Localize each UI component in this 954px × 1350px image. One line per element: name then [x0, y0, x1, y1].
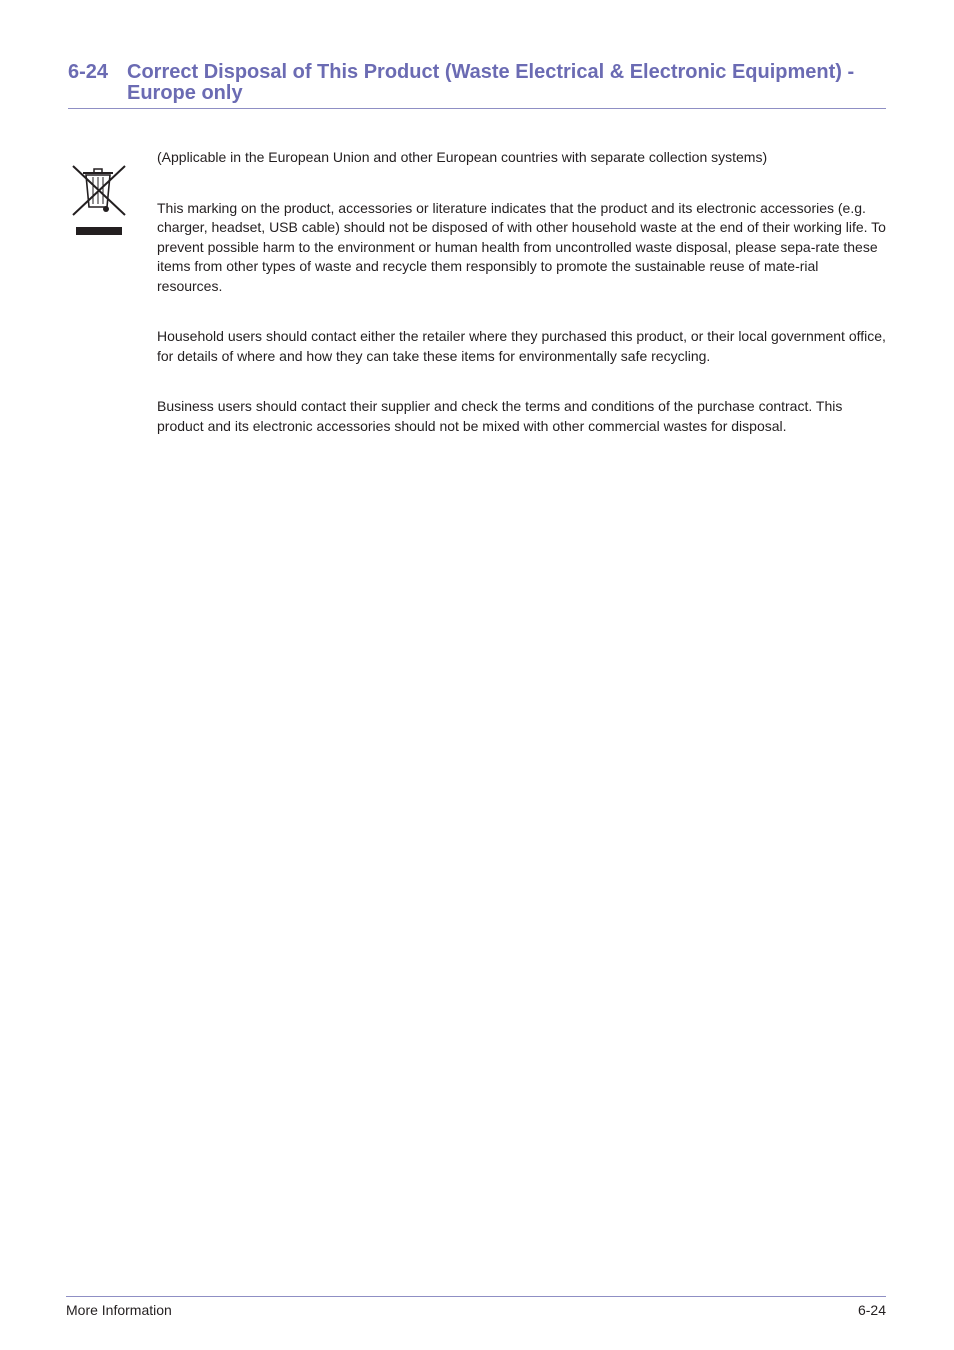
- paragraph-business-users: Business users should contact their supplier and check the terms and conditions of the purchase contract. This product and its electronic accessories should not be mixed with other commercial wastes for disposal.: [157, 398, 843, 434]
- footer-page-number: 6-24: [857, 1302, 886, 1318]
- paragraph-marking: This marking on the product, accessories or literature indicates that the product and its electronic accessories (e.g. charger, headset, USB cable) should not be disposed of with other household waste at the end of their working life. To prevent possible harm to the environment or human health from uncontrolled waste disposal, please sepa-rate these items from other types of waste and recycle them responsibly to promote the sustainable reuse of mate-rial resources.: [157, 199, 886, 294]
- section-number: 6-24: [68, 61, 109, 83]
- page-footer: [66, 1296, 886, 1319]
- section-header: [68, 62, 886, 109]
- paragraph-applicability: (Applicable in the European Union and other European countries with separate collection systems): [157, 149, 768, 165]
- section-heading: [68, 62, 886, 104]
- weee-crossed-out-bin-icon: [70, 163, 128, 239]
- body-text: [157, 148, 887, 436]
- section-title: Correct Disposal of This Product (Waste Electrical & Electronic Equipment) - Europe only: [127, 61, 855, 104]
- paragraph-household-users: Household users should contact either the retailer where they purchased this product, or their local government office, for details of where and how they can take these items for environmentally safe recycling.: [157, 328, 886, 364]
- footer-chapter: More Information: [66, 1302, 172, 1318]
